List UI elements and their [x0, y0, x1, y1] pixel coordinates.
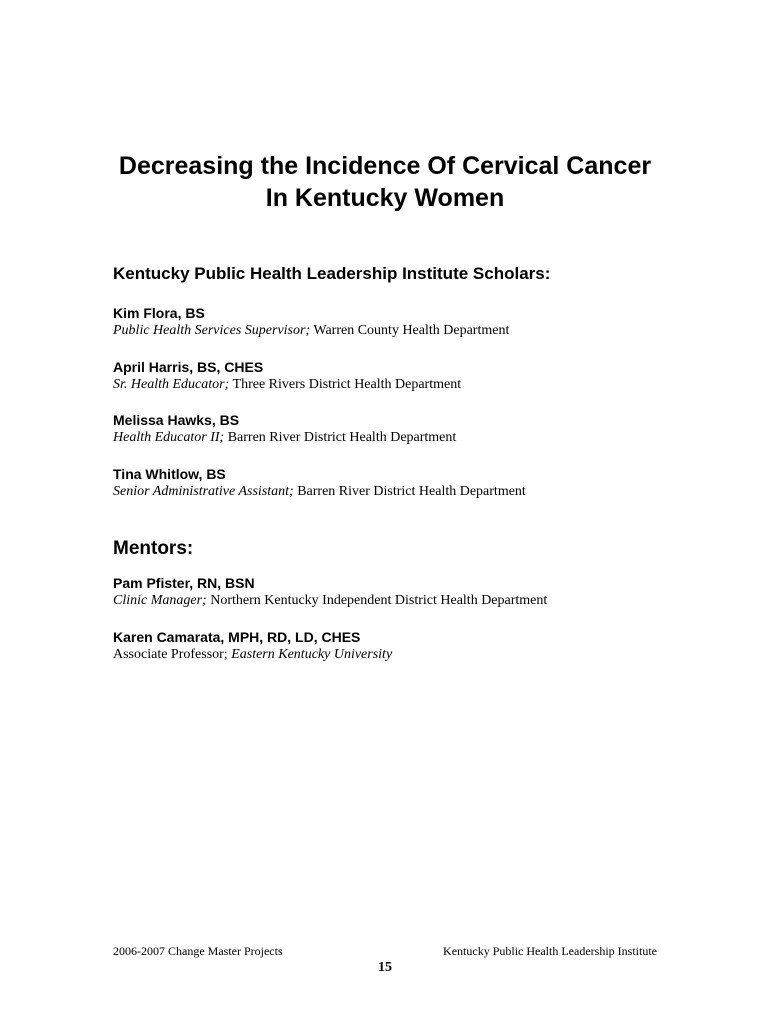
person-org: Eastern Kentucky University — [231, 647, 393, 662]
person-role — [113, 429, 713, 447]
person-name: Tina Whitlow, BS — [113, 466, 226, 482]
mentor-entry — [113, 574, 713, 610]
footer-left: 2006-2007 Change Master Projects — [113, 944, 283, 958]
person-role — [113, 322, 713, 340]
scholar-entry — [113, 304, 713, 340]
person-title: Senior Administrative Assistant; — [113, 484, 294, 499]
person-title: Public Health Services Supervisor; — [113, 323, 311, 338]
person-role — [113, 646, 713, 664]
person-org: Barren River District Health Department — [293, 484, 526, 499]
person-org: Northern Kentucky Independent District Health Department — [206, 593, 548, 608]
person-org: Warren County Health Department — [310, 323, 510, 338]
person-org: Three Rivers District Health Department — [229, 377, 462, 392]
person-name: Karen Camarata, MPH, RD, LD, CHES — [113, 629, 361, 645]
person-name: Melissa Hawks, BS — [113, 412, 240, 428]
person-title: Clinic Manager; — [113, 593, 207, 608]
mentors-heading: Mentors: — [113, 538, 194, 559]
title-line-1: Decreasing the Incidence Of Cervical Cancer — [118, 152, 652, 180]
title-line-2: In Kentucky Women — [265, 184, 505, 212]
person-name: Pam Pfister, RN, BSN — [113, 575, 255, 591]
person-title: Health Educator II; — [113, 430, 225, 445]
mentor-entry — [113, 628, 713, 664]
person-name: Kim Flora, BS — [113, 305, 205, 321]
scholar-entry — [113, 465, 713, 501]
person-title: Associate Professor; — [113, 647, 232, 662]
person-role — [113, 592, 713, 610]
scholar-entry — [113, 358, 713, 394]
scholar-entry — [113, 411, 713, 447]
page-title — [60, 150, 710, 214]
footer-right: Kentucky Public Health Leadership Institute — [443, 944, 657, 958]
scholars-heading: Kentucky Public Health Leadership Institute Scholars: — [113, 264, 551, 283]
person-name: April Harris, BS, CHES — [113, 359, 264, 375]
person-role — [113, 483, 713, 501]
person-org: Barren River District Health Department — [224, 430, 457, 445]
page-number: 15 — [378, 960, 392, 975]
person-role — [113, 376, 713, 394]
person-title: Sr. Health Educator; — [113, 377, 230, 392]
